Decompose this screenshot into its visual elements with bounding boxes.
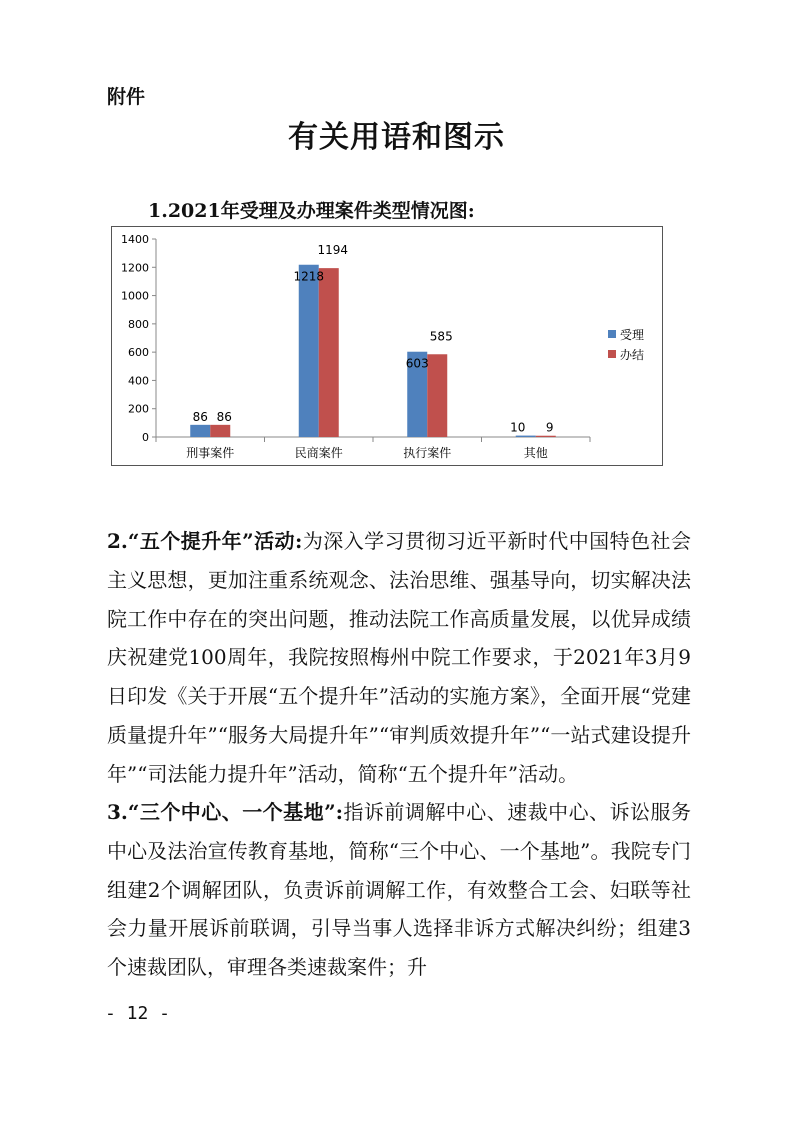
section2-lead: 2.“五个提升年”活动: — [107, 529, 303, 553]
data-label: 10 — [510, 420, 526, 435]
y-tick-label: 200 — [128, 402, 149, 416]
data-label: 9 — [545, 420, 554, 435]
y-tick-label: 1400 — [121, 233, 149, 246]
data-label: 86 — [192, 409, 208, 424]
data-label: 603 — [405, 356, 429, 371]
case-type-bar-chart — [111, 226, 663, 466]
data-label: 86 — [216, 409, 232, 424]
legend-swatch — [608, 330, 616, 338]
x-tick-label: 其他 — [523, 446, 548, 460]
page-number: - 12 - — [105, 1003, 171, 1024]
section3-body: 指诉前调解中心、速裁中心、诉讼服务中心及法治宣传教育基地，简称“三个中心、一个基地”。我院专门组建2个调解团队，负责诉前调解工作，有效整合工会、妇联等社会力量开展诉前联调，引导当事人选择非诉方式解决纠纷；组建3个速裁团队，审理各类速裁案件；升 — [107, 800, 691, 980]
bar-accepted — [516, 436, 536, 437]
bar-concluded — [210, 425, 230, 437]
section1-heading: 1.2021年受理及办理案件类型情况图: — [148, 200, 475, 222]
legend-swatch — [608, 350, 616, 358]
y-tick-label: 1000 — [121, 289, 149, 303]
page-title: 有关用语和图示 — [288, 120, 505, 155]
data-label: 1194 — [317, 243, 349, 258]
section3-lead: 3.“三个中心、一个基地”: — [107, 800, 343, 824]
y-tick-label: 600 — [128, 346, 149, 360]
bar-concluded — [319, 268, 339, 437]
data-label: 1218 — [293, 269, 325, 284]
legend-label: 受理 — [620, 328, 645, 342]
y-tick-label: 400 — [128, 374, 149, 388]
y-tick-label: 800 — [128, 317, 149, 331]
section3-paragraph — [107, 793, 691, 987]
bar-accepted — [190, 425, 210, 437]
y-tick-label: 1200 — [121, 261, 149, 275]
bar-concluded — [427, 354, 447, 437]
attachment-label: 附件 — [107, 86, 146, 108]
y-tick-label: 0 — [142, 431, 149, 444]
bar-accepted — [299, 265, 319, 437]
x-tick-label: 刑事案件 — [186, 446, 235, 460]
x-tick-label: 执行案件 — [403, 446, 452, 460]
legend-label: 办结 — [620, 348, 645, 362]
bar-concluded — [536, 436, 556, 437]
section2-body: 为深入学习贯彻习近平新时代中国特色社会主义思想，更加注重系统观念、法治思维、强基导向，切实解决法院工作中存在的突出问题，推动法院工作高质量发展，以优异成绩庆祝建党100周年，我院按照梅州中院工作要求，于2021年3月9日印发《关于开展“五个提升年”活动的实施方案》，全面开展“党建质量提升年”“服务大局提升年”“审判质效提升年”“一站式建设提升年”“司法能力提升年”活动，简称“五个提升年”活动。 — [107, 529, 691, 786]
x-tick-label: 民商案件 — [294, 446, 343, 460]
data-label: 585 — [429, 329, 453, 344]
section2-paragraph — [107, 522, 691, 794]
